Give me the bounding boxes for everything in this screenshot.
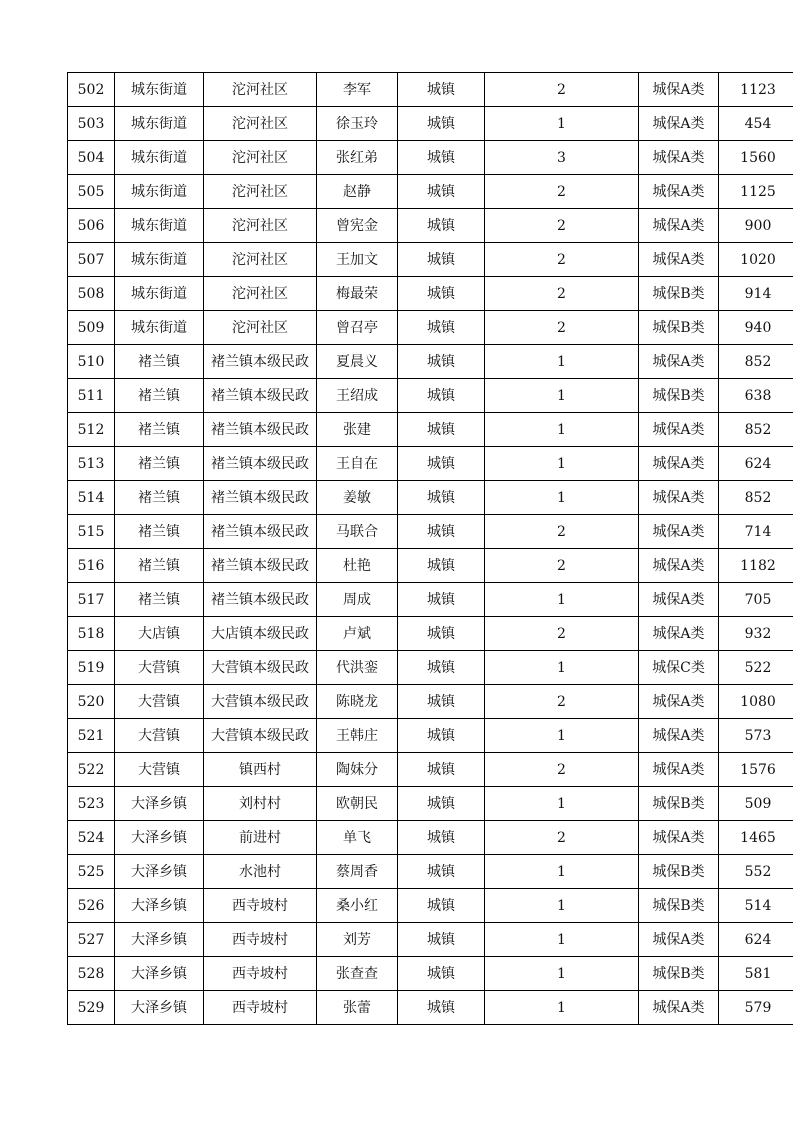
amount-cell: 509 [719,787,793,821]
area-type-cell: 城镇 [398,583,485,617]
row-number-cell: 503 [68,107,115,141]
town-cell: 大泽乡镇 [115,991,204,1025]
row-number-cell: 513 [68,447,115,481]
town-cell: 褚兰镇 [115,379,204,413]
amount-cell: 852 [719,345,793,379]
category-cell: 城保A类 [639,991,719,1025]
area-type-cell: 城镇 [398,209,485,243]
amount-cell: 522 [719,651,793,685]
community-cell: 褚兰镇本级民政 [204,583,317,617]
community-cell: 沱河社区 [204,73,317,107]
household-size-cell: 2 [485,549,639,583]
category-cell: 城保A类 [639,753,719,787]
table-row [68,889,793,923]
household-size-cell: 2 [485,73,639,107]
town-cell: 城东街道 [115,243,204,277]
row-number-cell: 505 [68,175,115,209]
town-cell: 城东街道 [115,311,204,345]
community-cell: 西寺坡村 [204,991,317,1025]
category-cell: 城保A类 [639,923,719,957]
name-cell: 赵静 [317,175,398,209]
category-cell: 城保A类 [639,549,719,583]
table-row [68,243,793,277]
table-row [68,379,793,413]
row-number-cell: 521 [68,719,115,753]
table-row [68,345,793,379]
table-row [68,583,793,617]
row-number-cell: 508 [68,277,115,311]
amount-cell: 1080 [719,685,793,719]
row-number-cell: 514 [68,481,115,515]
row-number-cell: 528 [68,957,115,991]
area-type-cell: 城镇 [398,243,485,277]
town-cell: 褚兰镇 [115,345,204,379]
community-cell: 褚兰镇本级民政 [204,549,317,583]
roster-table [67,72,793,1025]
amount-cell: 638 [719,379,793,413]
area-type-cell: 城镇 [398,107,485,141]
amount-cell: 552 [719,855,793,889]
community-cell: 沱河社区 [204,311,317,345]
category-cell: 城保A类 [639,107,719,141]
category-cell: 城保A类 [639,583,719,617]
table-row [68,685,793,719]
amount-cell: 852 [719,413,793,447]
name-cell: 夏晨义 [317,345,398,379]
name-cell: 卢斌 [317,617,398,651]
name-cell: 刘芳 [317,923,398,957]
community-cell: 大营镇本级民政 [204,651,317,685]
town-cell: 褚兰镇 [115,413,204,447]
area-type-cell: 城镇 [398,515,485,549]
row-number-cell: 519 [68,651,115,685]
town-cell: 褚兰镇 [115,481,204,515]
area-type-cell: 城镇 [398,549,485,583]
row-number-cell: 506 [68,209,115,243]
name-cell: 欧朝民 [317,787,398,821]
area-type-cell: 城镇 [398,141,485,175]
category-cell: 城保C类 [639,651,719,685]
category-cell: 城保B类 [639,889,719,923]
town-cell: 大店镇 [115,617,204,651]
amount-cell: 624 [719,447,793,481]
community-cell: 大营镇本级民政 [204,685,317,719]
name-cell: 李军 [317,73,398,107]
community-cell: 褚兰镇本级民政 [204,413,317,447]
category-cell: 城保A类 [639,719,719,753]
row-number-cell: 512 [68,413,115,447]
category-cell: 城保A类 [639,481,719,515]
table-row [68,73,793,107]
row-number-cell: 523 [68,787,115,821]
town-cell: 城东街道 [115,209,204,243]
amount-cell: 1560 [719,141,793,175]
row-number-cell: 504 [68,141,115,175]
community-cell: 沱河社区 [204,141,317,175]
category-cell: 城保A类 [639,175,719,209]
table-row [68,753,793,787]
amount-cell: 573 [719,719,793,753]
category-cell: 城保B类 [639,277,719,311]
table-row [68,209,793,243]
amount-cell: 1465 [719,821,793,855]
category-cell: 城保A类 [639,243,719,277]
row-number-cell: 527 [68,923,115,957]
town-cell: 褚兰镇 [115,515,204,549]
row-number-cell: 518 [68,617,115,651]
category-cell: 城保A类 [639,617,719,651]
area-type-cell: 城镇 [398,277,485,311]
name-cell: 周成 [317,583,398,617]
town-cell: 城东街道 [115,277,204,311]
table-row [68,175,793,209]
area-type-cell: 城镇 [398,991,485,1025]
row-number-cell: 502 [68,73,115,107]
name-cell: 王韩庄 [317,719,398,753]
table-row [68,549,793,583]
household-size-cell: 1 [485,413,639,447]
household-size-cell: 1 [485,651,639,685]
household-size-cell: 2 [485,753,639,787]
amount-cell: 1125 [719,175,793,209]
name-cell: 曾宪金 [317,209,398,243]
town-cell: 大营镇 [115,651,204,685]
household-size-cell: 1 [485,719,639,753]
category-cell: 城保A类 [639,209,719,243]
category-cell: 城保A类 [639,515,719,549]
community-cell: 前进村 [204,821,317,855]
town-cell: 城东街道 [115,175,204,209]
town-cell: 大泽乡镇 [115,855,204,889]
row-number-cell: 526 [68,889,115,923]
name-cell: 王加文 [317,243,398,277]
name-cell: 王自在 [317,447,398,481]
town-cell: 城东街道 [115,107,204,141]
row-number-cell: 525 [68,855,115,889]
category-cell: 城保B类 [639,787,719,821]
row-number-cell: 509 [68,311,115,345]
household-size-cell: 1 [485,991,639,1025]
category-cell: 城保B类 [639,379,719,413]
community-cell: 褚兰镇本级民政 [204,515,317,549]
table-row [68,447,793,481]
name-cell: 陶妹分 [317,753,398,787]
table-row [68,787,793,821]
row-number-cell: 516 [68,549,115,583]
category-cell: 城保A类 [639,141,719,175]
household-size-cell: 1 [485,481,639,515]
area-type-cell: 城镇 [398,685,485,719]
community-cell: 褚兰镇本级民政 [204,481,317,515]
table-row [68,617,793,651]
name-cell: 梅最荣 [317,277,398,311]
household-size-cell: 1 [485,107,639,141]
category-cell: 城保A类 [639,447,719,481]
table-row [68,481,793,515]
name-cell: 代洪銮 [317,651,398,685]
community-cell: 刘村村 [204,787,317,821]
area-type-cell: 城镇 [398,447,485,481]
area-type-cell: 城镇 [398,923,485,957]
amount-cell: 705 [719,583,793,617]
town-cell: 城东街道 [115,73,204,107]
name-cell: 曾召亭 [317,311,398,345]
category-cell: 城保B类 [639,855,719,889]
area-type-cell: 城镇 [398,617,485,651]
category-cell: 城保B类 [639,957,719,991]
town-cell: 大泽乡镇 [115,821,204,855]
community-cell: 水池村 [204,855,317,889]
town-cell: 大营镇 [115,685,204,719]
town-cell: 褚兰镇 [115,549,204,583]
amount-cell: 1020 [719,243,793,277]
town-cell: 大营镇 [115,753,204,787]
name-cell: 张建 [317,413,398,447]
table-row [68,277,793,311]
row-number-cell: 529 [68,991,115,1025]
row-number-cell: 507 [68,243,115,277]
area-type-cell: 城镇 [398,719,485,753]
table-row [68,141,793,175]
community-cell: 西寺坡村 [204,889,317,923]
category-cell: 城保A类 [639,345,719,379]
table-row [68,413,793,447]
amount-cell: 714 [719,515,793,549]
name-cell: 张查查 [317,957,398,991]
table-row [68,991,793,1025]
name-cell: 张红弟 [317,141,398,175]
amount-cell: 514 [719,889,793,923]
community-cell: 褚兰镇本级民政 [204,447,317,481]
household-size-cell: 2 [485,277,639,311]
household-size-cell: 1 [485,855,639,889]
name-cell: 姜敏 [317,481,398,515]
area-type-cell: 城镇 [398,889,485,923]
area-type-cell: 城镇 [398,753,485,787]
community-cell: 沱河社区 [204,175,317,209]
amount-cell: 932 [719,617,793,651]
household-size-cell: 2 [485,685,639,719]
category-cell: 城保A类 [639,73,719,107]
name-cell: 单飞 [317,821,398,855]
name-cell: 杜艳 [317,549,398,583]
row-number-cell: 511 [68,379,115,413]
category-cell: 城保B类 [639,311,719,345]
roster-body [68,73,793,1025]
amount-cell: 940 [719,311,793,345]
area-type-cell: 城镇 [398,957,485,991]
row-number-cell: 522 [68,753,115,787]
household-size-cell: 1 [485,379,639,413]
table-row [68,107,793,141]
community-cell: 褚兰镇本级民政 [204,345,317,379]
town-cell: 大泽乡镇 [115,923,204,957]
area-type-cell: 城镇 [398,73,485,107]
row-number-cell: 510 [68,345,115,379]
town-cell: 大泽乡镇 [115,889,204,923]
community-cell: 沱河社区 [204,277,317,311]
amount-cell: 624 [719,923,793,957]
row-number-cell: 517 [68,583,115,617]
household-size-cell: 1 [485,447,639,481]
category-cell: 城保A类 [639,821,719,855]
community-cell: 沱河社区 [204,209,317,243]
household-size-cell: 1 [485,787,639,821]
household-size-cell: 1 [485,345,639,379]
household-size-cell: 1 [485,957,639,991]
community-cell: 大店镇本级民政 [204,617,317,651]
table-row [68,311,793,345]
household-size-cell: 3 [485,141,639,175]
area-type-cell: 城镇 [398,651,485,685]
amount-cell: 914 [719,277,793,311]
table-row [68,957,793,991]
town-cell: 褚兰镇 [115,447,204,481]
row-number-cell: 520 [68,685,115,719]
household-size-cell: 2 [485,515,639,549]
town-cell: 大营镇 [115,719,204,753]
table-row [68,515,793,549]
household-size-cell: 2 [485,175,639,209]
area-type-cell: 城镇 [398,481,485,515]
community-cell: 西寺坡村 [204,923,317,957]
row-number-cell: 515 [68,515,115,549]
amount-cell: 579 [719,991,793,1025]
town-cell: 大泽乡镇 [115,957,204,991]
name-cell: 张蕾 [317,991,398,1025]
table-row [68,821,793,855]
household-size-cell: 2 [485,209,639,243]
household-size-cell: 2 [485,821,639,855]
area-type-cell: 城镇 [398,311,485,345]
name-cell: 徐玉玲 [317,107,398,141]
table-row [68,651,793,685]
area-type-cell: 城镇 [398,413,485,447]
table-row [68,855,793,889]
community-cell: 大营镇本级民政 [204,719,317,753]
community-cell: 褚兰镇本级民政 [204,379,317,413]
area-type-cell: 城镇 [398,855,485,889]
community-cell: 镇西村 [204,753,317,787]
category-cell: 城保A类 [639,413,719,447]
amount-cell: 581 [719,957,793,991]
town-cell: 城东街道 [115,141,204,175]
amount-cell: 1576 [719,753,793,787]
name-cell: 马联合 [317,515,398,549]
community-cell: 沱河社区 [204,107,317,141]
amount-cell: 1123 [719,73,793,107]
name-cell: 蔡周香 [317,855,398,889]
community-cell: 西寺坡村 [204,957,317,991]
area-type-cell: 城镇 [398,821,485,855]
household-size-cell: 1 [485,923,639,957]
area-type-cell: 城镇 [398,175,485,209]
household-size-cell: 1 [485,889,639,923]
amount-cell: 1182 [719,549,793,583]
amount-cell: 852 [719,481,793,515]
category-cell: 城保A类 [639,685,719,719]
name-cell: 陈晓龙 [317,685,398,719]
town-cell: 大泽乡镇 [115,787,204,821]
household-size-cell: 2 [485,243,639,277]
household-size-cell: 2 [485,617,639,651]
name-cell: 桑小红 [317,889,398,923]
table-row [68,923,793,957]
amount-cell: 454 [719,107,793,141]
household-size-cell: 2 [485,311,639,345]
name-cell: 王绍成 [317,379,398,413]
area-type-cell: 城镇 [398,787,485,821]
row-number-cell: 524 [68,821,115,855]
table-row [68,719,793,753]
household-size-cell: 1 [485,583,639,617]
community-cell: 沱河社区 [204,243,317,277]
area-type-cell: 城镇 [398,379,485,413]
area-type-cell: 城镇 [398,345,485,379]
town-cell: 褚兰镇 [115,583,204,617]
amount-cell: 900 [719,209,793,243]
